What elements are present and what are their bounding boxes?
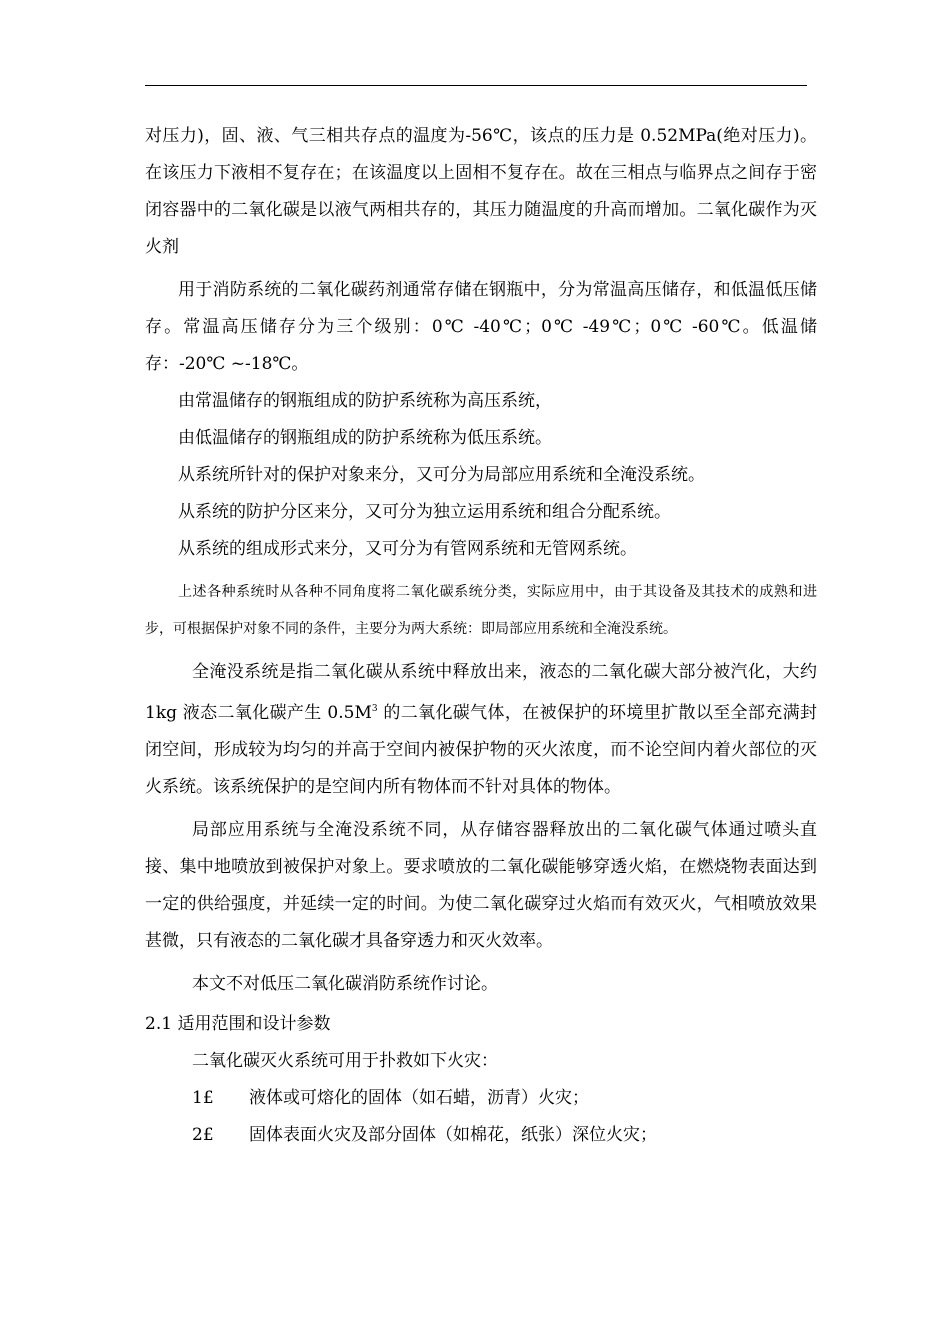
paragraph-triple-point: 对压力)，固、液、气三相共存点的温度为-56℃，该点的压力是 0.52MPa(绝对压力)。在该压力下液相不复存在；在该温度以上固相不复存在。故在三相点与临界点之间存于密闭容器中的二氧化碳是以液气两相共存的，其压力随温度的升高而增加。二氧化碳作为灭火剂 bbox=[145, 126, 817, 257]
paragraph-local-application: 局部应用系统与全淹没系统不同，从存储容器释放出的二氧化碳气体通过喷头直接、集中地喷放到被保护对象上。要求喷放的二氧化碳能够穿透火焰，在燃烧物表面达到一定的供给强度，并延续一定的时间。为使二氧化碳穿过火焰而有效灭火，气相喷放效果甚微，只有液态的二氧化碳才具备穿透力和灭火效率。 bbox=[145, 820, 817, 951]
paragraph-storage: 用于消防系统的二氧化碳药剂通常存储在钢瓶中，分为常温高压储存，和低温低压储存。常温高压储存分为三个级别：0℃ -40℃；0℃ -49℃；0℃ -60℃。低温储存：-20℃ ~-18℃。 bbox=[145, 280, 817, 374]
superscript-3: 3 bbox=[371, 704, 378, 714]
header-rule bbox=[145, 85, 807, 86]
list-item-number: 1£ bbox=[192, 1088, 214, 1108]
paragraph-protection-object: 从系统所针对的保护对象来分，又可分为局部应用系统和全淹没系统。 bbox=[178, 465, 705, 485]
total-flooding-text-b: 的二氧化碳气体，在被保护的环境里扩散以至全部充满封闭空间，形成较为均匀的并高于空间内被保护物的灭火浓度，而不论空间内着火部位的灭火系统。该系统保护的是空间内所有物体而不针对具体的物体。 bbox=[145, 703, 818, 797]
total-flooding-text-a: 全淹没系统是指二氧化碳从系统中释放出来，液态的二氧化碳大部分被汽化，大约 1kg 液态二氧化碳产生 0.5M bbox=[145, 662, 817, 723]
document-body bbox=[145, 118, 817, 1154]
list-item bbox=[145, 1117, 817, 1154]
paragraph-scope-note: 本文不对低压二氧化碳消防系统作讨论。 bbox=[192, 974, 498, 994]
paragraph-composition: 从系统的组成形式来分，又可分为有管网系统和无管网系统。 bbox=[178, 539, 637, 559]
paragraph-low-pressure: 由低温储存的钢瓶组成的防护系统称为低压系统。 bbox=[178, 428, 552, 448]
list-item bbox=[145, 1080, 817, 1117]
section-heading: 2.1 适用范围和设计参数 bbox=[145, 1014, 331, 1034]
list-item-text: 固体表面火灾及部分固体（如棉花，纸张）深位火灾； bbox=[249, 1125, 657, 1145]
paragraph-protection-zone: 从系统的防护分区来分，又可分为独立运用系统和组合分配系统。 bbox=[178, 502, 671, 522]
list-item-number: 2£ bbox=[192, 1125, 214, 1145]
paragraph-classification: 上述各种系统时从各种不同角度将二氧化碳系统分类，实际应用中，由于其设备及其技术的成熟和进步，可根据保护对象不同的条件，主要分为两大系统：即局部应用系统和全淹没系统。 bbox=[145, 584, 817, 637]
section-intro: 二氧化碳灭火系统可用于扑救如下火灾： bbox=[192, 1051, 498, 1071]
paragraph-high-pressure: 由常温储存的钢瓶组成的防护系统称为高压系统， bbox=[178, 391, 552, 411]
paragraph-total-flooding bbox=[145, 654, 817, 806]
list-item-text: 液体或可熔化的固体（如石蜡，沥青）火灾； bbox=[249, 1088, 589, 1108]
